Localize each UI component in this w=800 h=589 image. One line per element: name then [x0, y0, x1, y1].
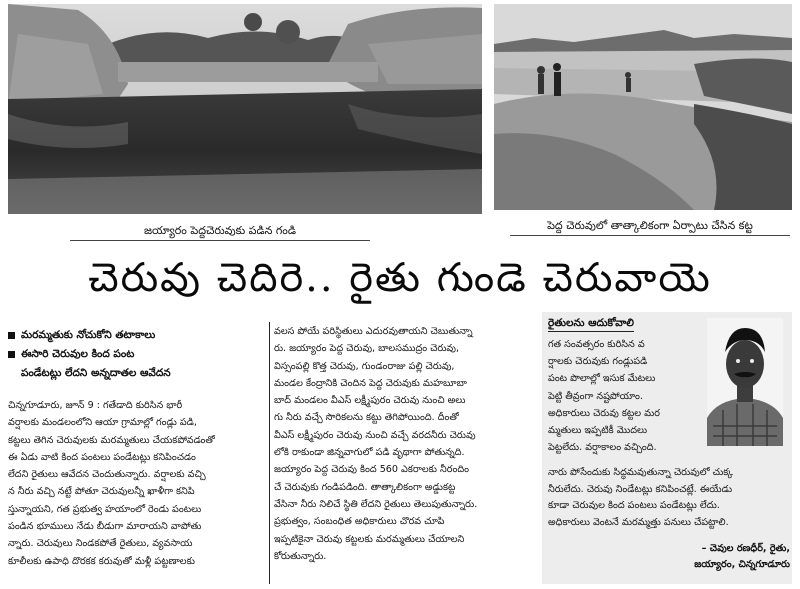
quote-line: అధికారులు చెరువు కట్టల మర: [548, 407, 660, 419]
quote-line: నీరులేదు. చెరువు నిండేటట్లు కనిపించట్లే. ఈయేడు: [548, 483, 733, 495]
article-line: ఇప్పటికైనా చెరువు కట్టలకు మరమ్మతులు చేయాలని: [274, 533, 465, 545]
quote-line: ర్షాలకు చెరువుకు గండ్లుపడి: [548, 356, 648, 368]
right-photo-caption: పెద్ద చెరువులో తాత్కాలికంగా ఏర్పాటు చేసిన కట్ట: [510, 219, 790, 236]
quote-line: అధికారులు వెంటనే మరమ్మత్తు పనులు చేపట్టాలి.: [548, 516, 729, 528]
sidebar-quote-narrow: [548, 336, 700, 456]
temporary-bund-photo: [494, 4, 792, 210]
article-line: న నీరు వచ్చి నట్టే పోతూ చెరువులన్నీ ఖాళీగా కనిపి: [8, 486, 195, 498]
article-line: జయ్యారం పెద్ద చెరువు కింద 560 ఎకరాలకు నీరందిం: [274, 464, 469, 476]
article-line: రు. జయ్యారం పెద్ద చెరువు, బాలసముద్రం చెరువు,: [274, 343, 460, 355]
article-column-1: [8, 397, 266, 570]
column-divider: [269, 322, 270, 584]
bullet-square-icon: [8, 351, 15, 358]
quote-line: కూడా చెరువుల కింద పంటలు పండేటట్లు లేదు.: [548, 500, 720, 512]
signature-place: జయ్యారం, చిన్నగూడూరు: [694, 559, 790, 570]
article-line: స్తున్నాయని, గత ప్రభుత్వ హయాంలో రెండు పంటలు: [8, 503, 202, 515]
article-line: గు నీరు వచ్చే సొరికలను కట్టు తెగిపోయింది. దీంతో: [274, 412, 459, 424]
article-line: వలస పోయే పరిస్థితులు ఎదురవుతాయని చెబుతున్నా: [274, 326, 473, 337]
article-line: న్నారు. చెరువులు నిండకపోతే రైతులు, వ్యవసాయ: [8, 538, 193, 550]
article-line: మండల కేంద్రానికి చెందిన పెద్ద చెరువుకు మహబూబా: [274, 377, 467, 389]
article-line: ప్రభుత్వం, సంబంధిత అధికారులు చొరవ చూపి: [274, 516, 445, 528]
quote-signature: [600, 541, 790, 573]
article-line: విస్సంపల్లి కొత్త చెరువు, గుండంరాజు పల్లి చెరువు,: [274, 360, 455, 372]
highlights-box: [8, 326, 266, 383]
article-line: బాద్ మండలం వీఎస్ లక్ష్మీపురం చెరువు నుంచి అలు: [274, 395, 466, 407]
left-photo-caption: జయ్యారం పెద్దచెరువుకు పడిన గండి: [70, 224, 370, 241]
article-line: వేసినా నీరు నిలిచే స్థితి లేదని రైతులు తెలుపుతున్నారు.: [274, 498, 478, 510]
bullet-square-icon: [8, 332, 15, 339]
highlight-item-continued: పండేటట్లు లేదని అన్నదాతల ఆవేదన: [21, 367, 171, 379]
article-line: వీఎస్ లక్ష్మీపురం చెరువు నుంచి వచ్చే వరదనీరు చెరువు: [274, 429, 476, 441]
quote-line: మ్మతులు ఇప్పటికీ మొదలు: [548, 425, 648, 437]
signature-name: – చెవుల రణధీర్, రైతు,: [701, 543, 790, 554]
article-line: ఈ ఏడు వాటి కింద పంటలు పండేటట్లు కనిపించడం: [8, 451, 196, 463]
article-line: వర్షాలకు మండలంలోని ఆయా గ్రామాల్లో గండ్లు పడి,: [8, 417, 197, 429]
breached-tank-photo: [8, 4, 482, 214]
headline: చెరువు చెదిరె.. రైతు గుండె చెరువాయె: [88, 255, 712, 301]
article-line: కోరుతున్నారు.: [274, 550, 327, 562]
highlight-item: మరమ్మతుకు నోచుకోని తటాకాలు: [8, 326, 266, 345]
farmer-portrait: [707, 318, 783, 446]
article-line: చిన్నగూడూరు, జూన్ 9 : గతేడాది కురిసిన భారీ: [8, 400, 183, 411]
quote-line: నారు పోసేందుకు సిద్ధమవుతున్నా చెరువులో చుక్క: [548, 467, 733, 478]
sidebar-quote-wide: [548, 465, 786, 531]
quote-line: పెట్టలేదు. వర్షాకాలం వచ్చింది.: [548, 442, 657, 454]
quote-line: గత సంవత్సరం కురిసిన వ: [548, 339, 645, 350]
article-line: లోకి రాకుండా జిన్నవాగులో పడి వృథాగా పోతున్నది.: [274, 447, 465, 459]
highlight-item: ఈసారి చెరువుల కింద పంట: [8, 345, 266, 364]
quote-line: పెట్టి తీవ్రంగా నష్టపోయాం.: [548, 390, 643, 402]
sidebar-title: రైతులను ఆదుకోవాలి: [548, 316, 634, 332]
quote-line: పంట పొలాల్లో ఇసుక మేటలు: [548, 373, 656, 385]
article-line: కట్టలు తెగిన చెరువులకు మరమ్మతులు చేయకపోవడంతో: [8, 434, 215, 446]
article-line: కూలీలకు ఉపాధి దొరకక కరువుతో మళ్లీ పట్టణాలకు: [8, 555, 195, 567]
article-line: పండిన భూములు నేడు బీడుగా మారాయని వాపోతు: [8, 521, 202, 533]
article-column-2: [274, 323, 534, 565]
article-line: చే చెరువుకు గండిపడింది. తాత్కాలికంగా అడ్డుకట్ట: [274, 481, 456, 493]
article-line: లేదని రైతులు ఆవేదన చెందుతున్నారు. వర్షాలకు వచ్చి: [8, 469, 206, 481]
